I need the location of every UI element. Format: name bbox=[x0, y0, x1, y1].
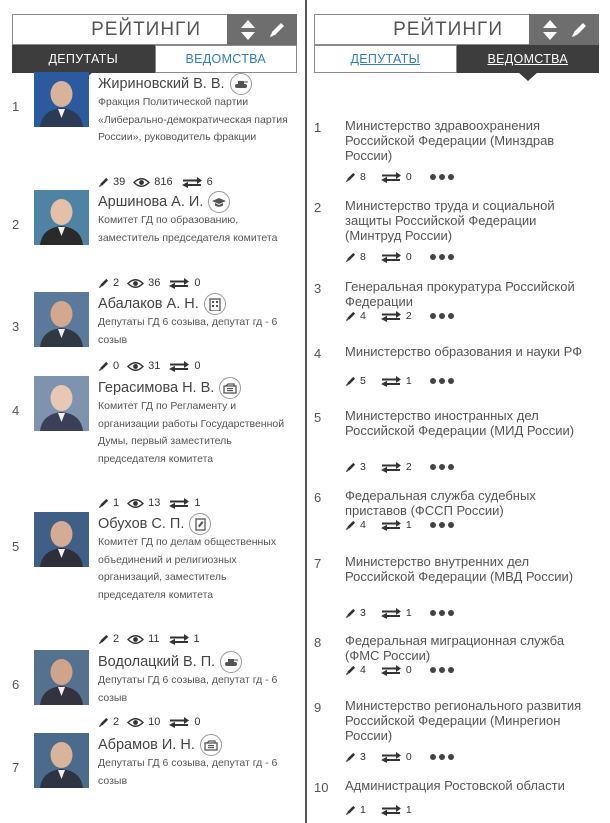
ministries-list bbox=[314, 0, 599, 823]
edits-count: 2 bbox=[113, 716, 120, 728]
ministry-title[interactable]: Федеральная миграционная служба (ФМС России) bbox=[345, 633, 565, 663]
transfers-count: 1 bbox=[405, 607, 412, 619]
transfers-stat bbox=[380, 519, 412, 531]
deputy-item[interactable] bbox=[12, 512, 297, 601]
views-count: 36 bbox=[148, 277, 161, 289]
edits-count: 0 bbox=[113, 360, 120, 372]
transfers-count: 2 bbox=[405, 310, 412, 322]
ministry-stats bbox=[345, 607, 454, 619]
ministry-stats bbox=[345, 751, 454, 763]
edits-count: 4 bbox=[360, 664, 366, 676]
deputy-rank: 4 bbox=[12, 403, 20, 418]
pencil-icon bbox=[98, 361, 109, 372]
ministry-title[interactable]: Министерство иностранных дел Российской Федерации (МИД России) bbox=[345, 408, 575, 438]
deputy-name-row bbox=[98, 376, 296, 400]
ministry-rank: 1 bbox=[314, 120, 322, 135]
ministry-stats bbox=[345, 251, 454, 263]
views-count: 31 bbox=[148, 360, 161, 372]
transfers-stat bbox=[380, 171, 412, 183]
building-icon bbox=[204, 293, 226, 315]
transfers-stat bbox=[181, 176, 213, 188]
eye-icon bbox=[127, 361, 144, 372]
deputy-description: Комитет ГД по образованию, заместитель председателя комитета bbox=[98, 214, 278, 244]
deputy-rank: 2 bbox=[12, 217, 20, 232]
deputy-stats bbox=[98, 277, 209, 289]
ministry-rank: 3 bbox=[314, 281, 322, 296]
edits-stat bbox=[345, 171, 366, 183]
transfer-arrows-icon bbox=[168, 360, 190, 372]
deputy-description: Депутаты ГД 6 созыва, депутат гд - 6 созыв bbox=[98, 674, 278, 704]
deputy-description: Депутаты ГД 6 созыва, депутат гд - 6 созыв bbox=[98, 757, 278, 787]
pencil-icon bbox=[98, 177, 109, 188]
ministry-stats bbox=[345, 804, 426, 816]
ministry-rank: 2 bbox=[314, 200, 322, 215]
transfers-stat bbox=[380, 751, 412, 763]
tab-ministries[interactable]: ВЕДОМСТВА bbox=[155, 45, 298, 73]
transfers-stat bbox=[380, 461, 412, 473]
ministry-stats bbox=[345, 664, 454, 676]
transfer-arrows-icon bbox=[380, 751, 402, 763]
edits-stat bbox=[345, 664, 366, 676]
ministry-stats bbox=[345, 171, 454, 183]
deputy-photo[interactable] bbox=[34, 733, 89, 788]
panel-divider bbox=[305, 0, 307, 823]
panel-title: РЕЙТИНГИ bbox=[314, 14, 529, 45]
deputy-photo[interactable] bbox=[34, 190, 89, 245]
deputy-name-row bbox=[98, 650, 296, 674]
tab-ministries[interactable]: ВЕДОМСТВА bbox=[457, 45, 600, 73]
more-options-icon[interactable] bbox=[430, 464, 454, 470]
ministry-stats bbox=[345, 310, 454, 322]
document-stack-icon bbox=[200, 734, 222, 756]
tab-deputies[interactable]: ДЕПУТАТЫ bbox=[12, 45, 155, 73]
more-options-icon[interactable] bbox=[430, 610, 454, 616]
transfers-stat bbox=[380, 664, 412, 676]
deputy-name[interactable]: Водолацкий В. П. bbox=[98, 654, 216, 670]
ministry-title[interactable]: Министерство здравоохранения Российской Федерации (Минздрав России) bbox=[345, 118, 555, 163]
transfers-count: 1 bbox=[405, 375, 412, 387]
ministry-title[interactable]: Генеральная прокуратура Российской Федерации bbox=[345, 279, 575, 309]
edits-count: 8 bbox=[360, 171, 366, 183]
deputy-rank: 1 bbox=[12, 99, 20, 114]
edits-count: 5 bbox=[360, 375, 366, 387]
ministry-rank: 9 bbox=[314, 700, 322, 715]
eye-icon bbox=[127, 634, 144, 645]
deputy-description: Комитет ГД по делам общественных объединений и религиозных организаций, заместитель председателя комитета bbox=[98, 536, 277, 601]
deputy-info bbox=[98, 650, 296, 707]
more-options-icon[interactable] bbox=[430, 254, 454, 260]
pencil-icon bbox=[345, 665, 356, 676]
edits-stat bbox=[98, 176, 125, 188]
ministry-title[interactable]: Министерство внутренних дел Российской Федерации (МВД России) bbox=[345, 554, 574, 584]
edits-count: 1 bbox=[360, 804, 366, 816]
transfers-count: 0 bbox=[405, 664, 412, 676]
transfers-stat bbox=[380, 251, 412, 263]
transfers-count: 1 bbox=[193, 633, 200, 645]
deputy-photo[interactable] bbox=[34, 512, 89, 567]
transfer-arrows-icon bbox=[168, 716, 190, 728]
edits-count: 39 bbox=[113, 176, 126, 188]
views-stat bbox=[127, 633, 159, 645]
edits-count: 2 bbox=[113, 277, 120, 289]
transfer-arrows-icon bbox=[181, 176, 203, 188]
deputy-rank: 3 bbox=[12, 319, 20, 334]
deputy-photo[interactable] bbox=[34, 292, 89, 347]
pencil-icon bbox=[98, 498, 109, 509]
deputy-name-row bbox=[98, 292, 296, 316]
views-stat bbox=[133, 176, 172, 188]
deputy-stats bbox=[98, 497, 209, 509]
views-stat bbox=[127, 277, 160, 289]
pencil-icon bbox=[345, 311, 356, 322]
ministry-stats bbox=[345, 519, 454, 531]
deputy-item[interactable] bbox=[12, 190, 297, 250]
deputy-photo[interactable] bbox=[34, 72, 89, 127]
transfers-stat bbox=[380, 375, 412, 387]
edits-count: 3 bbox=[360, 461, 366, 473]
transfer-arrows-icon bbox=[168, 633, 190, 645]
deputy-name[interactable]: Обухов С. П. bbox=[98, 516, 185, 532]
transfers-stat bbox=[168, 497, 200, 509]
more-options-icon[interactable] bbox=[430, 667, 454, 673]
pencil-icon bbox=[345, 520, 356, 531]
views-count: 816 bbox=[154, 176, 173, 188]
deputy-item[interactable] bbox=[12, 733, 297, 793]
transfers-stat bbox=[380, 804, 412, 816]
deputy-item[interactable] bbox=[12, 292, 297, 352]
views-count: 10 bbox=[148, 716, 161, 728]
deputy-stats bbox=[98, 716, 209, 728]
transfer-arrows-icon bbox=[168, 497, 190, 509]
ministry-title[interactable]: Министерство труда и социальной защиты Российской Федерации (Минтруд России) bbox=[345, 198, 555, 243]
views-stat bbox=[127, 360, 160, 372]
edits-stat bbox=[345, 519, 366, 531]
transfer-arrows-icon bbox=[380, 664, 402, 676]
edits-stat bbox=[345, 751, 366, 763]
deputy-name-row bbox=[98, 512, 296, 536]
deputies-list bbox=[12, 0, 297, 823]
deputy-name[interactable]: Абрамов И. Н. bbox=[98, 737, 195, 753]
deputy-info bbox=[98, 733, 296, 790]
transfers-stat bbox=[168, 277, 200, 289]
ministry-rank: 4 bbox=[314, 346, 322, 361]
ministry-rank: 6 bbox=[314, 490, 322, 505]
tank-icon bbox=[220, 651, 242, 673]
edits-count: 1 bbox=[113, 497, 120, 509]
transfers-count: 6 bbox=[206, 176, 213, 188]
deputy-rank: 5 bbox=[12, 539, 20, 554]
deputy-info bbox=[98, 376, 296, 468]
deputy-info bbox=[98, 72, 296, 147]
deputy-name[interactable]: Жириновский В. В. bbox=[98, 76, 225, 92]
transfers-stat bbox=[168, 360, 200, 372]
eye-icon bbox=[127, 717, 144, 728]
transfers-count: 0 bbox=[405, 251, 412, 263]
more-options-icon[interactable] bbox=[430, 313, 454, 319]
ministry-rank: 8 bbox=[314, 635, 322, 650]
ministry-rank: 5 bbox=[314, 410, 322, 425]
transfer-arrows-icon bbox=[168, 277, 190, 289]
pencil-icon bbox=[345, 608, 356, 619]
transfer-arrows-icon bbox=[380, 171, 402, 183]
edits-stat bbox=[345, 461, 366, 473]
transfer-arrows-icon bbox=[380, 310, 402, 322]
transfer-arrows-icon bbox=[380, 251, 402, 263]
pencil-icon bbox=[345, 752, 356, 763]
pencil-icon bbox=[345, 805, 356, 816]
ministry-title[interactable]: Администрация Ростовской области bbox=[345, 778, 565, 793]
deputy-photo[interactable] bbox=[34, 650, 89, 705]
ministry-title[interactable]: Федеральная служба судебных приставов (ФССП России) bbox=[345, 488, 536, 518]
edits-stat bbox=[98, 633, 119, 645]
deputy-name-row bbox=[98, 733, 296, 757]
deputy-description: Комитет ГД по Регламенту и организации работы Государственной Думы, первый заместитель председателя комитета bbox=[98, 400, 285, 465]
tab-deputies[interactable]: ДЕПУТАТЫ bbox=[314, 45, 457, 73]
edits-stat bbox=[345, 607, 366, 619]
more-options-icon[interactable] bbox=[430, 754, 454, 760]
transfers-stat bbox=[380, 607, 412, 619]
transfer-arrows-icon bbox=[380, 519, 402, 531]
ministry-rank: 10 bbox=[314, 780, 329, 795]
transfers-count: 0 bbox=[405, 171, 412, 183]
tank-icon bbox=[230, 73, 252, 95]
eye-icon bbox=[127, 278, 144, 289]
ministry-rank: 7 bbox=[314, 556, 322, 571]
pencil-icon bbox=[345, 376, 356, 387]
transfer-arrows-icon bbox=[380, 607, 402, 619]
pencil-icon bbox=[345, 462, 356, 473]
views-count: 13 bbox=[148, 497, 161, 509]
transfers-count: 1 bbox=[405, 519, 412, 531]
edits-stat bbox=[345, 310, 366, 322]
deputy-rank: 7 bbox=[12, 760, 20, 775]
pencil-icon bbox=[345, 172, 356, 183]
deputy-stats bbox=[98, 176, 221, 188]
views-stat bbox=[127, 716, 160, 728]
transfer-arrows-icon bbox=[380, 375, 402, 387]
pencil-icon bbox=[345, 252, 356, 263]
edits-count: 4 bbox=[360, 310, 366, 322]
transfers-count: 1 bbox=[194, 497, 201, 509]
transfers-count: 0 bbox=[405, 751, 412, 763]
deputy-description: Депутаты ГД 6 созыва, депутат гд - 6 созыв bbox=[98, 316, 278, 346]
transfer-arrows-icon bbox=[380, 804, 402, 816]
deputy-info bbox=[98, 292, 296, 349]
edits-stat bbox=[345, 804, 366, 816]
deputy-name-row bbox=[98, 190, 296, 214]
edits-count: 8 bbox=[360, 251, 366, 263]
deputy-name-row bbox=[98, 72, 296, 96]
transfers-stat bbox=[168, 716, 200, 728]
deputy-info bbox=[98, 512, 296, 604]
views-count: 11 bbox=[148, 633, 160, 645]
ministry-stats bbox=[345, 375, 454, 387]
edits-count: 3 bbox=[360, 751, 366, 763]
deputy-photo[interactable] bbox=[34, 376, 89, 431]
notepad-icon bbox=[189, 513, 211, 535]
more-options-icon[interactable] bbox=[430, 174, 454, 180]
transfers-count: 1 bbox=[405, 804, 412, 816]
edits-stat bbox=[345, 251, 366, 263]
deputy-name[interactable]: Герасимова Н. В. bbox=[98, 380, 215, 396]
deputy-stats bbox=[98, 633, 208, 645]
deputy-name[interactable]: Абалаков А. Н. bbox=[98, 296, 199, 312]
panel-title: РЕЙТИНГИ bbox=[12, 14, 227, 45]
transfers-count: 2 bbox=[405, 461, 412, 473]
transfer-arrows-icon bbox=[380, 461, 402, 473]
pencil-icon bbox=[98, 717, 109, 728]
ministry-title[interactable]: Министерство регионального развития Российской Федерации (Минрегион России) bbox=[345, 698, 582, 743]
eye-icon bbox=[127, 498, 144, 509]
edits-stat bbox=[98, 277, 119, 289]
transfers-count: 0 bbox=[194, 716, 201, 728]
edits-count: 4 bbox=[360, 519, 366, 531]
deputy-item[interactable] bbox=[12, 72, 297, 144]
edits-stat bbox=[98, 360, 119, 372]
deputy-info bbox=[98, 190, 296, 247]
views-stat bbox=[127, 497, 160, 509]
deputy-name[interactable]: Аршинова А. И. bbox=[98, 194, 204, 210]
deputy-description: Фракция Политической партии «Либерально-демократическая партия России», руководитель фракции bbox=[98, 96, 288, 144]
edits-count: 3 bbox=[360, 607, 366, 619]
eye-icon bbox=[133, 177, 150, 188]
ministry-title[interactable]: Министерство образования и науки РФ bbox=[345, 344, 583, 359]
transfers-stat bbox=[168, 633, 200, 645]
edits-stat bbox=[98, 716, 119, 728]
transfers-count: 0 bbox=[194, 360, 201, 372]
transfers-stat bbox=[380, 310, 412, 322]
graduation-cap-icon bbox=[208, 191, 230, 213]
deputy-rank: 6 bbox=[12, 677, 20, 692]
deputy-item[interactable] bbox=[12, 650, 297, 710]
deputy-item[interactable] bbox=[12, 376, 297, 465]
document-stack-icon bbox=[219, 377, 241, 399]
more-options-icon[interactable] bbox=[430, 522, 454, 528]
ministry-stats bbox=[345, 461, 454, 473]
pencil-icon bbox=[98, 278, 109, 289]
edits-count: 2 bbox=[113, 633, 120, 645]
transfers-count: 0 bbox=[194, 277, 201, 289]
more-options-icon[interactable] bbox=[430, 378, 454, 384]
deputy-stats bbox=[98, 360, 209, 372]
edits-stat bbox=[345, 375, 366, 387]
edits-stat bbox=[98, 497, 119, 509]
pencil-icon bbox=[98, 634, 109, 645]
